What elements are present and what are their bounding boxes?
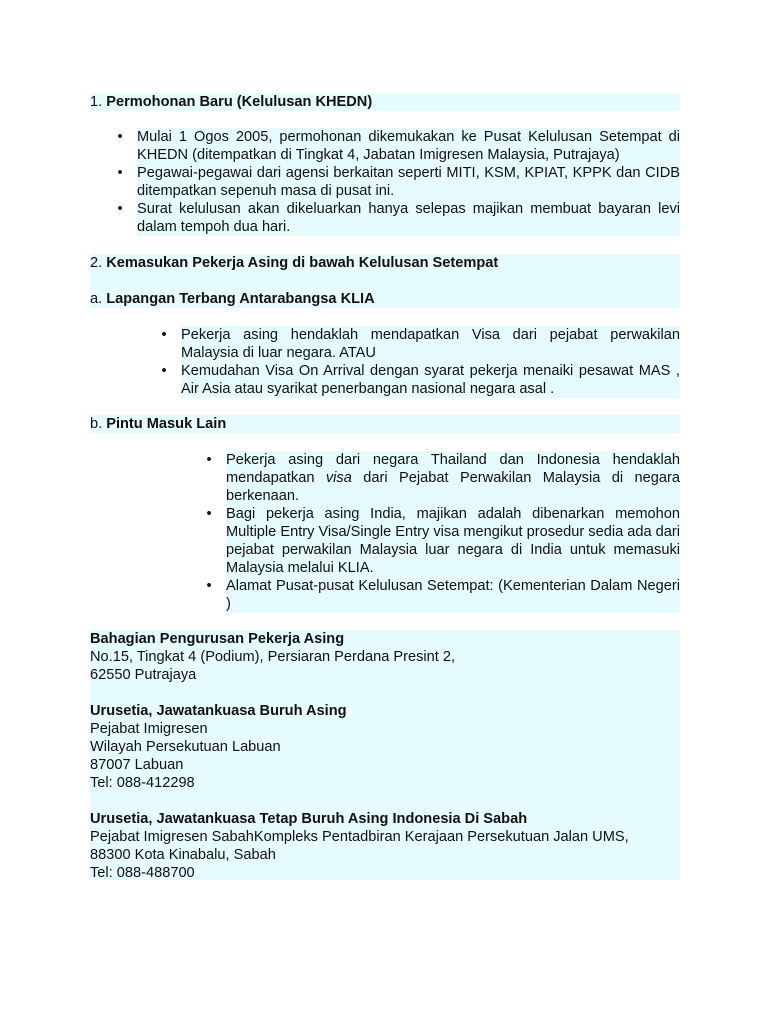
bullet-icon: • bbox=[117, 165, 123, 181]
address-block bbox=[90, 630, 680, 684]
address-heading: Urusetia, Jawatankuasa Tetap Buruh Asing Indonesia Di Sabah bbox=[90, 811, 528, 827]
list-item: • Pegawai-pegawai dari agensi berkaitan seperti MITI, KSM, KPIAT, KPPK dan CIDB ditempatkan sepenuh masa di pusat ini. bbox=[137, 164, 680, 200]
bullet-icon: • bbox=[161, 363, 167, 379]
list-item: • Pekerja asing dari negara Thailand dan Indonesia hendaklah mendapatkan visa dari Pejabat Perwakilan Malaysia di negara berkenaan. bbox=[226, 451, 680, 505]
bullet-icon: • bbox=[117, 201, 123, 217]
list-item: • Pekerja asing hendaklah mendapatkan Visa dari pejabat perwakilan Malaysia di luar negara. ATAU bbox=[181, 326, 680, 362]
section-b-number: b. bbox=[90, 416, 107, 432]
bullet-icon: • bbox=[117, 129, 123, 145]
address-line: Wilayah Persekutuan Labuan bbox=[90, 739, 281, 755]
bullet-icon: • bbox=[161, 327, 167, 343]
section-b-title: Pintu Masuk Lain bbox=[106, 416, 227, 432]
list-item: • Surat kelulusan akan dikeluarkan hanya selepas majikan membuat bayaran levi dalam tempoh dua hari. bbox=[137, 200, 680, 236]
address-line: Tel: 088-412298 bbox=[90, 775, 195, 791]
section-1-bullets bbox=[117, 128, 680, 236]
list-item: • Bagi pekerja asing India, majikan adalah dibenarkan memohon Multiple Entry Visa/Single Entry visa mengikut prosedur sedia ada dari pejabat perwakilan Malaysia luar negara di India untuk memasuki Malaysia melalui KLIA. bbox=[226, 505, 680, 577]
bullet-icon: • bbox=[206, 506, 212, 522]
section-a-number: a. bbox=[90, 291, 107, 307]
address-line: 87007 Labuan bbox=[90, 757, 184, 773]
address-block bbox=[90, 810, 680, 882]
section-1-heading bbox=[90, 93, 680, 111]
bullet-icon: • bbox=[206, 452, 212, 468]
section-2-block bbox=[90, 254, 680, 308]
section-1-title: Permohonan Baru (Kelulusan KHEDN) bbox=[106, 94, 373, 110]
list-item: • Alamat Pusat-pusat Kelulusan Setempat: (Kementerian Dalam Negeri ) bbox=[226, 577, 680, 613]
address-line: Pejabat Imigresen bbox=[90, 721, 208, 737]
address-heading: Urusetia, Jawatankuasa Buruh Asing bbox=[90, 703, 347, 719]
address-heading: Bahagian Pengurusan Pekerja Asing bbox=[90, 631, 345, 647]
section-b-bullets bbox=[206, 451, 680, 613]
section-1-number: 1. bbox=[90, 94, 107, 110]
section-a-bullets bbox=[161, 326, 680, 398]
address-section bbox=[90, 630, 680, 880]
address-line: Tel: 088-488700 bbox=[90, 865, 195, 881]
list-item: • Mulai 1 Ogos 2005, permohonan dikemukakan ke Pusat Kelulusan Setempat di KHEDN (ditempatkan di Tingkat 4, Jabatan Imigresen Malaysia, Putrajaya) bbox=[137, 128, 680, 164]
section-2-heading bbox=[90, 254, 680, 272]
section-a-heading bbox=[90, 290, 680, 308]
section-b-heading bbox=[90, 415, 680, 433]
section-a-title: Lapangan Terbang Antarabangsa KLIA bbox=[106, 291, 375, 307]
address-line: 88300 Kota Kinabalu, Sabah bbox=[90, 847, 276, 863]
list-item: • Kemudahan Visa On Arrival dengan syarat pekerja menaiki pesawat MAS , Air Asia atau syarikat penerbangan nasional negara asal . bbox=[181, 362, 680, 398]
bullet-icon: • bbox=[206, 578, 212, 594]
section-2-title: Kemasukan Pekerja Asing di bawah Kelulusan Setempat bbox=[106, 255, 499, 271]
address-line: No.15, Tingkat 4 (Podium), Persiaran Perdana Presint 2, bbox=[90, 649, 456, 665]
section-2-number: 2. bbox=[90, 255, 107, 271]
address-line: Pejabat Imigresen SabahKompleks Pentadbiran Kerajaan Persekutuan Jalan UMS, bbox=[90, 829, 629, 845]
address-block bbox=[90, 702, 680, 792]
address-line: 62550 Putrajaya bbox=[90, 667, 197, 683]
